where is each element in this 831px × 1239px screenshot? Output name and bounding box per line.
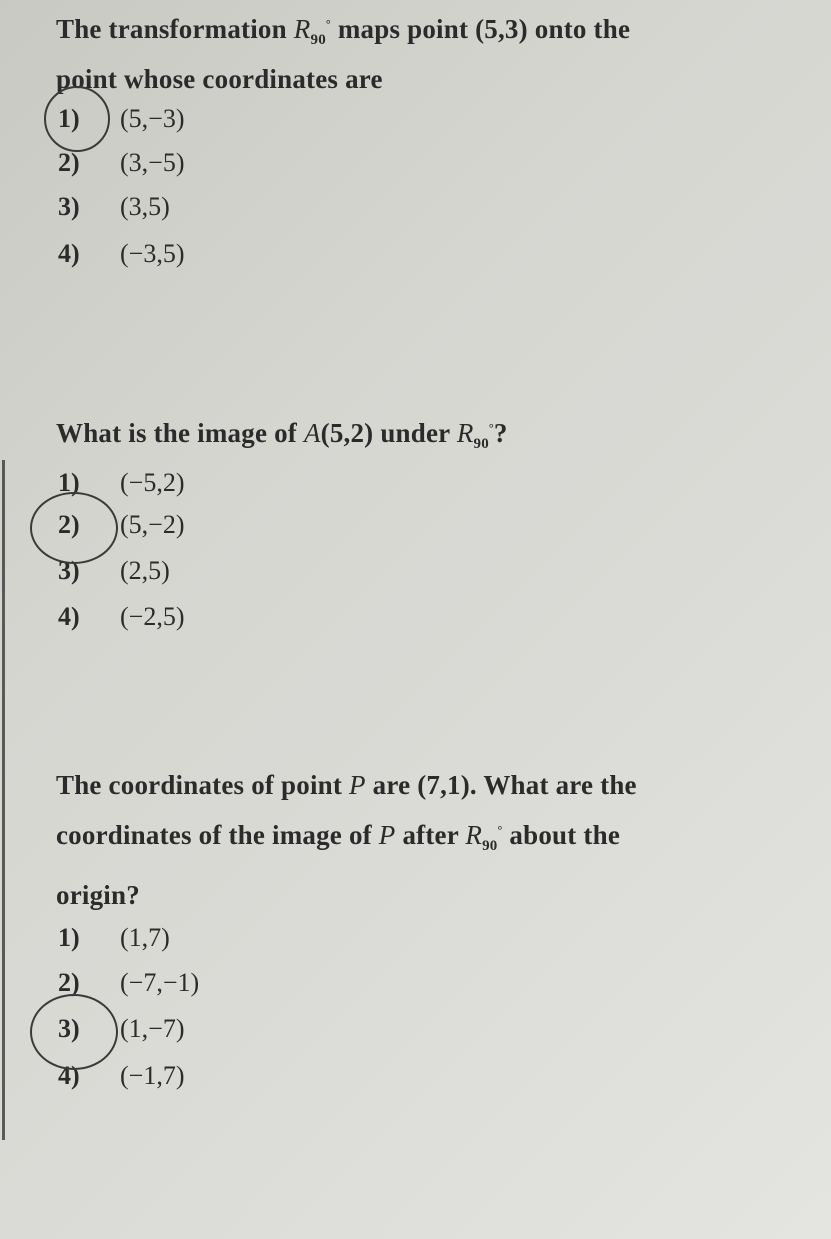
answer-circle-mark <box>30 994 118 1070</box>
question-3-choice-3[interactable]: 3) (1,−7) <box>58 1014 185 1043</box>
question-3-stem-line-2: coordinates of the image of P after $R_{90}^\circ$ about the <box>56 820 620 854</box>
question-2-stem: What is the image of A(5,2) under $R_{90}^\circ$? <box>56 418 508 452</box>
question-3-choice-1[interactable]: 1) (1,7) <box>58 923 170 952</box>
question-2-choice-2[interactable]: 2) (5,−2) <box>58 510 185 539</box>
question-2-choice-4[interactable]: 4) (−2,5) <box>58 602 185 631</box>
question-1-choice-2[interactable]: 2) (3,−5) <box>58 148 185 177</box>
question-1-stem-line-2: point whose coordinates are <box>56 64 383 94</box>
question-1-choice-4[interactable]: 4) (−3,5) <box>58 239 185 268</box>
question-2-choice-3[interactable]: 3) (2,5) <box>58 556 170 585</box>
question-3-choice-2[interactable]: 2) (−7,−1) <box>58 968 200 997</box>
answer-circle-mark <box>30 492 118 564</box>
answer-circle-mark <box>44 86 110 152</box>
page-margin-line <box>2 460 5 1140</box>
question-3-stem-line-3: origin? <box>56 880 140 910</box>
question-1-choice-3[interactable]: 3) (3,5) <box>58 192 170 221</box>
question-3-choice-4[interactable]: 4) (−1,7) <box>58 1061 185 1090</box>
question-3-stem-line-1: The coordinates of point P are (7,1). What are the <box>56 770 637 800</box>
question-1-stem-line-1: The transformation $R_{90}^\circ$ maps point (5,3) onto the <box>56 14 631 48</box>
question-2-choice-1[interactable]: 1) (−5,2) <box>58 468 185 497</box>
question-1-choice-1[interactable]: 1) (5,−3) <box>58 104 185 133</box>
